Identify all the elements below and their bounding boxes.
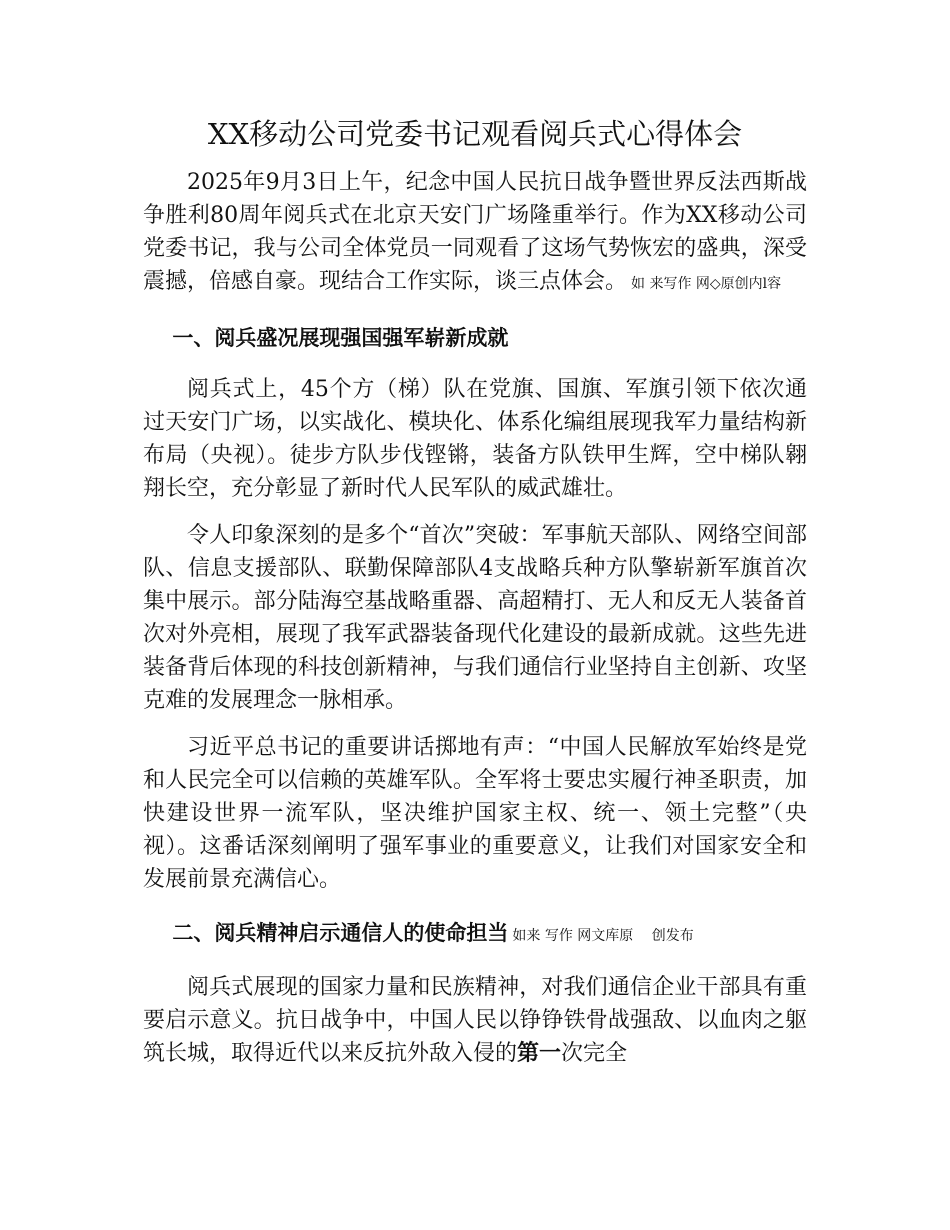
section2-heading: 二、阅兵精神启示通信人的使命担当 — [172, 921, 509, 945]
section2-text-bold: 第一 — [517, 1040, 562, 1066]
intro-paragraph — [143, 166, 807, 301]
section1-paragraph-3: 习近平总书记的重要讲话掷地有声：“中国人民解放军始终是党和人民完全可以信赖的英雄军队。全军将士要忠实履行神圣职责，加快建设世界一流军队，坚决维护国家主权、统一、领土完整”（央视）。这番话深刻阐明了强军事业的重要意义，让我们对国家安全和发展前景充满信心。 — [143, 735, 807, 892]
document-title: XX移动公司党委书记观看阅兵式心得体会 — [207, 117, 743, 151]
section2-text-after: 次完全 — [561, 1041, 628, 1066]
document-body — [143, 112, 807, 1070]
section2-watermark: 如来 写作 网文库原 创发布 — [512, 928, 694, 944]
section1-heading: 一、阅兵盛况展现强国强军崭新成就 — [172, 326, 509, 350]
section1-paragraph-1: 阅兵式上，45个方（梯）队在党旗、国旗、军旗引领下依次通过天安门广场，以实战化、模块化、体系化编组展现我军力量结构新布局（央视）。徒步方队步伐铿锵，装备方队铁甲生辉，空中梯队翱翔长空，充分彰显了新时代人民军队的威武雄壮。 — [143, 377, 807, 501]
section1-paragraph-2: 令人印象深刻的是多个“首次”突破：军事航天部队、网络空间部队、信息支援部队、联勤保障部队4支战略兵种方队擎崭新军旗首次集中展示。部分陆海空基战略重器、高超精打、无人和反无人装备首次对外亮相，展现了我军武器装备现代化建设的最新成就。这些先进装备背后体现的科技创新精神，与我们通信行业坚持自主创新、攻坚克难的发展理念一脉相承。 — [143, 523, 807, 713]
section2-text-before: 阅兵式展现的国家力量和民族精神，对我们通信企业干部具有重要启示意义。抗日战争中，中国人民以铮铮铁骨战强敌、以血肉之躯筑长城，取得近代以来反抗外敌入侵的 — [143, 975, 807, 1066]
section2-paragraph-1 — [143, 971, 807, 1070]
intro-watermark: 如 来写作 网◇原创内l容 — [631, 276, 782, 292]
section2-heading-row — [143, 918, 807, 951]
intro-text: 2025年9月3日上午，纪念中国人民抗日战争暨世界反法西斯战争胜利80周年阅兵式在北京天安门广场隆重举行。作为XX移动公司党委书记，我与公司全体党员一同观看了这场气势恢宏的盛典，深受震撼，倍感自豪。现结合工作实际，谈三点体会。 — [143, 170, 807, 294]
